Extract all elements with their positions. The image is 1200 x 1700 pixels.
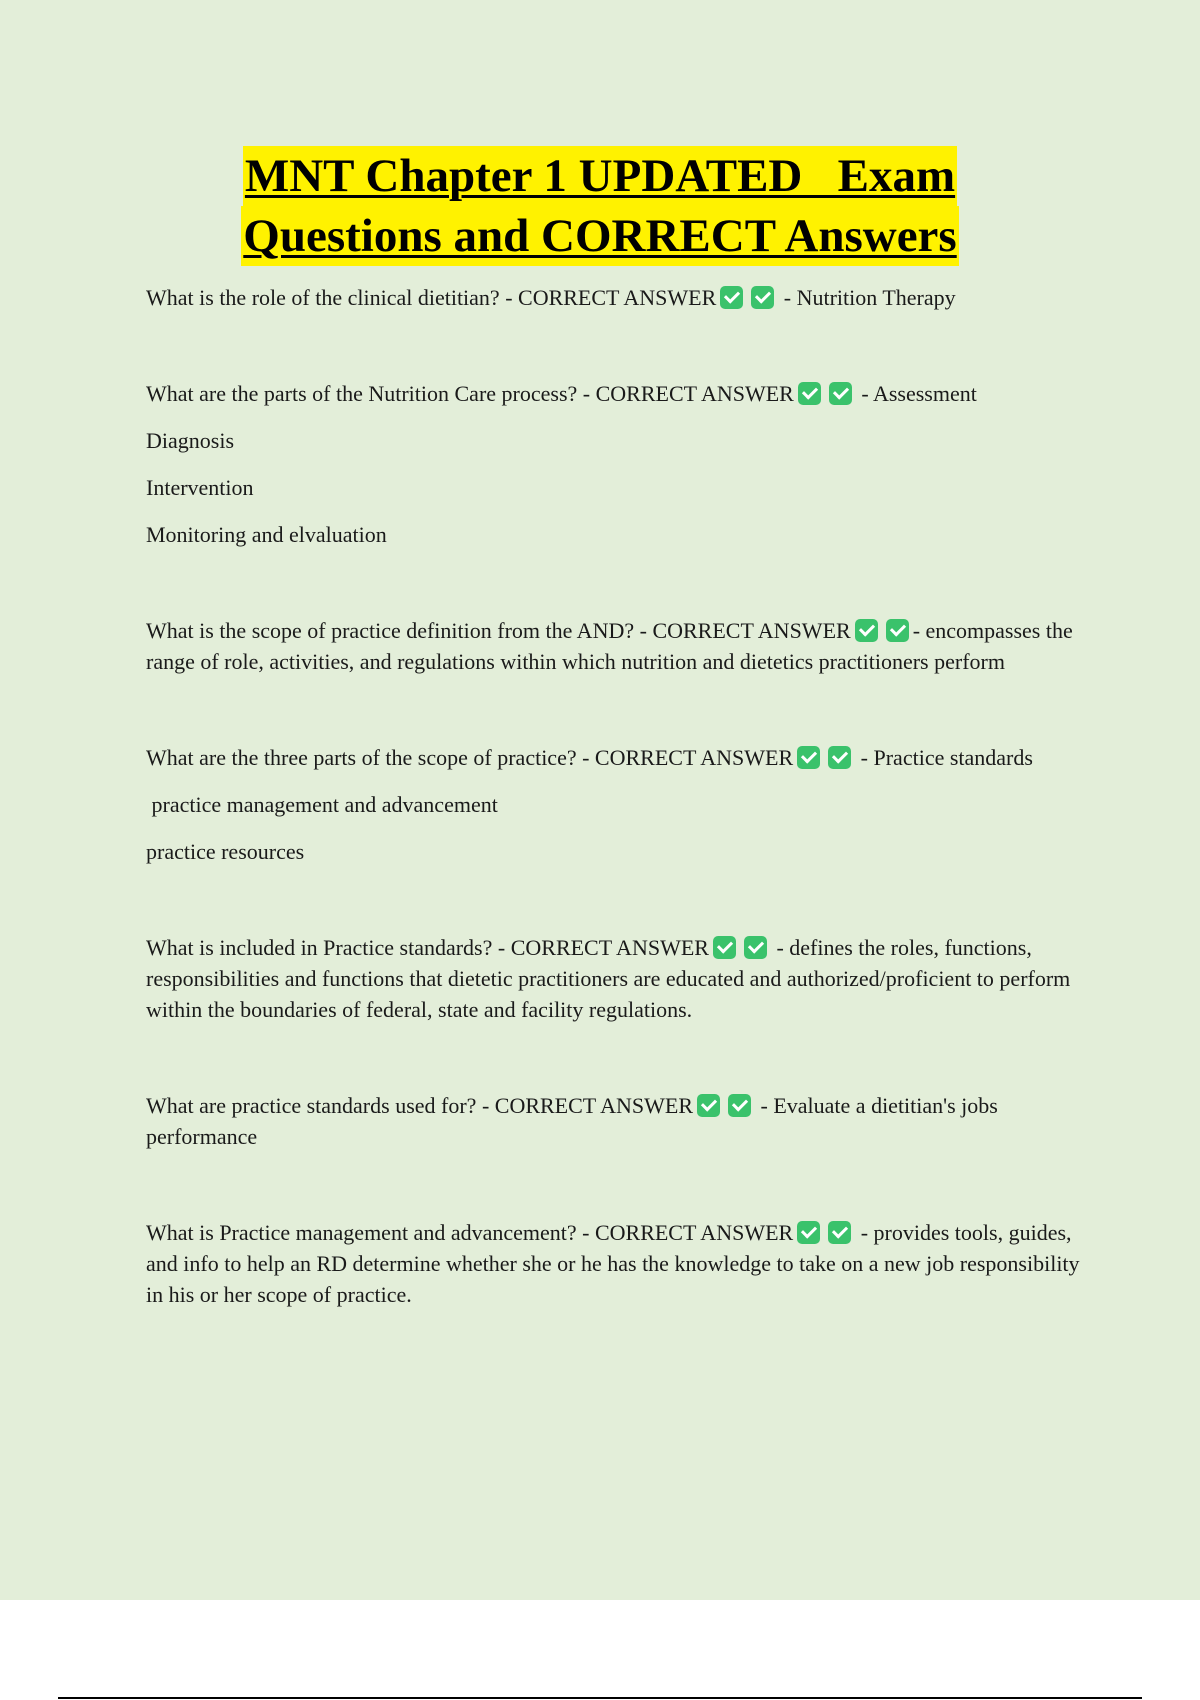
- qa-item: [146, 932, 1086, 1025]
- check-mark-icon: [697, 1094, 720, 1117]
- check-mark-icon: [886, 619, 909, 642]
- qa-item: [146, 742, 1086, 867]
- check-mark-icon: [798, 382, 821, 405]
- qa-text: [146, 615, 1086, 677]
- title-line-1: MNT Chapter 1 UPDATED Exam: [243, 146, 957, 206]
- check-mark-icon: [828, 1221, 851, 1244]
- qa-text: [146, 742, 1086, 773]
- check-mark-icon: [797, 746, 820, 769]
- question-text: What is the scope of practice definition from the AND? - CORRECT ANSWER: [146, 618, 851, 643]
- check-mark-icon: [720, 286, 743, 309]
- answer-text: - encompasses the range of role, activities, and regulations within which nutrition and dietetics practitioners perform: [146, 618, 1073, 674]
- qa-text: [146, 378, 1086, 409]
- qa-item: [146, 1090, 1086, 1152]
- check-mark-icon: [797, 1221, 820, 1244]
- qa-list: [146, 282, 1086, 1310]
- qa-item: [146, 615, 1086, 677]
- check-mark-icon: [855, 619, 878, 642]
- answer-line: Diagnosis: [146, 428, 234, 453]
- qa-text: [146, 1217, 1086, 1310]
- footer-rule: [58, 1697, 1142, 1699]
- answer-line: practice management and advancement: [146, 792, 498, 817]
- question-text: What are the three parts of the scope of practice? - CORRECT ANSWER: [146, 745, 794, 770]
- answer-text: - provides tools, guides, and info to help an RD determine whether she or he has the knowledge to take on a new job responsibility in his or her scope of practice.: [146, 1220, 1080, 1307]
- answer-line: Monitoring and elvaluation: [146, 522, 387, 547]
- answer-text: - Practice standards: [860, 745, 1033, 770]
- qa-item: [146, 378, 1086, 550]
- check-mark-icon: [829, 382, 852, 405]
- check-mark-icon: [744, 936, 767, 959]
- check-mark-icon: [728, 1094, 751, 1117]
- answer-text: - defines the roles, functions, responsibilities and functions that dietetic practitioners are educated and authorized/proficient to perform within the boundaries of federal, state and facility regulations.: [146, 935, 1071, 1022]
- check-mark-icon: [751, 286, 774, 309]
- check-mark-icon: [828, 746, 851, 769]
- question-text: What is included in Practice standards? - CORRECT ANSWER: [146, 935, 709, 960]
- answer-text: - Nutrition Therapy: [783, 285, 956, 310]
- qa-item: [146, 1217, 1086, 1310]
- question-text: What are the parts of the Nutrition Care process? - CORRECT ANSWER: [146, 381, 794, 406]
- qa-item: [146, 282, 1086, 313]
- answer-line: practice resources: [146, 839, 305, 864]
- title-line-2: Questions and CORRECT Answers: [241, 206, 958, 266]
- document-title: [0, 146, 1200, 266]
- question-text: What is Practice management and advancement? - CORRECT ANSWER: [146, 1220, 794, 1245]
- qa-text: [146, 282, 1086, 313]
- check-mark-icon: [713, 936, 736, 959]
- qa-text: [146, 1090, 1086, 1152]
- qa-text: [146, 932, 1086, 1025]
- question-text: What are practice standards used for? - CORRECT ANSWER: [146, 1093, 694, 1118]
- answer-text: - Assessment: [861, 381, 977, 406]
- answer-text: - Evaluate a dietitian's jobs performance: [146, 1093, 998, 1149]
- question-text: What is the role of the clinical dietitian? - CORRECT ANSWER: [146, 285, 717, 310]
- answer-line: Intervention: [146, 475, 254, 500]
